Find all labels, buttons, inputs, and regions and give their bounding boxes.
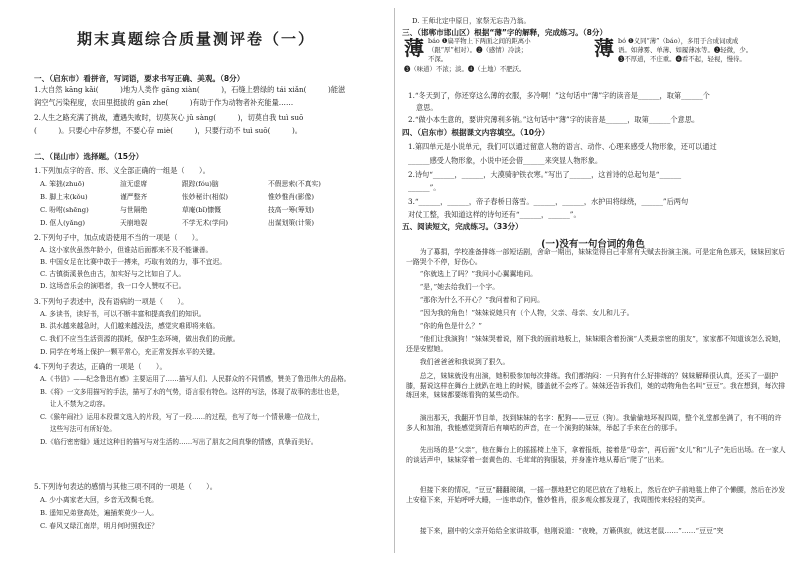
q2-option-d: D. 这场音乐会的演唱者，我一口令人赞叹不已。 [40,282,186,290]
s4-line: ______”。 [408,183,441,192]
q4-option-d: D.《临行密密缝》通过这种目的描写与对生活的……写出了朋友之间真挚的情感，真挚而美好。 [40,438,318,446]
bo-def-line: ❸（味道）不浓；淡。❹（土地）不肥沃。 [404,64,526,73]
q1-c-1: C. 吩咐(shēng) [40,206,89,214]
q1-b-2: 谨严整齐 [120,193,148,201]
q1-a-1: A. 笨拙(zhuō) [40,180,85,188]
section-3-header: 三、（邯郸市邯山区）根据“薄”字的解释，完成练习。（8分） [402,28,608,37]
q1-stem: 1.下列加点字的音、形、义全部正确的一组是（ ）。 [34,166,210,175]
right-column [398,0,788,561]
q1-a-4: 不假思索(不真实) [268,180,321,188]
q1-c-4: 技高一筹(筹划) [268,206,315,214]
q5-option-d: D. 王师北定中原日，家祭无忘告乃翁。 [412,17,531,25]
q3-option-d: D. 同学在考场上保护一颗平常心，充正常发挥水平的关键。 [40,348,220,356]
s1-line: 润空气污染程度，农田里挺拔的 gān zhe( )有助于作为动物者补充能量…… [34,98,294,107]
story-paragraph: “因为我的角色！”妹妹说她只有（个人物，父亲、母亲、女儿和儿子。 [406,309,634,317]
story-paragraph: 先出场的是“父亲”，他在舞台上的摇摇椅上坐下，拿着报纸，接着是“母亲”，再后面“女儿”和“儿子”先后出场。在一家人的谈话声中，妹妹穿着一套黄色的、毛茸茸的狗服装，并身准许地从幕后“爬了”出来。 [406,446,786,464]
section-2-header: 二、（昆山市）选择题。（15分） [34,152,144,161]
story-paragraph: 为了募捐，学校准备排练一部短话剧，舍命一期出，妹妹觉得自己非常有天赋去扮演主演。可是定角色那天，妹妹回家后一路哭个不停，好伤心。 [406,248,785,266]
story-title: (一)没有一句台词的角色 [541,239,645,250]
q2-stem: 2.下列句子中，加点成语使用不当的一项是（ ）。 [34,233,203,242]
story-paragraph: “你的角色是什么？” [406,322,482,330]
q2-option-b: B. 中国女足在比赛中敢于一搏来，巧取有效的力，事不宜迟。 [40,258,227,266]
q1-b-4: 惟妙惟肖(影像) [268,193,315,201]
q4-option-b-cont: 让人不禁为之动容。 [50,400,110,408]
q1-option-b [40,193,314,202]
q3-option-b: B. 洪水越来越急时，人们越来越没法，感觉灾难即将来临。 [40,322,220,330]
q4-option-c-cont: 这些写法可有所好处。 [50,425,116,433]
q1-d-1: D. 伛人(yǎng) [40,219,86,227]
q1-c-3: 草庵(bǐ)慷慨 [182,206,222,214]
left-column [0,0,392,561]
page-title: 期末真题综合质量测评卷（一） [76,30,315,48]
bo-def-line: （跟“厚”相对）。❷（感情）冷淡；不深。 [428,46,528,64]
story-paragraph: 演出那天，我翻开节目单，找到妹妹的名字：配狗——豆豆（狗）。我偷偷地环视四周，整个礼堂都坐满了，有不明的许多人和加油，我能感觉到背后有嘀咕的声音，在一个演狗的妹妹，举起了手来在台的那手。 [406,414,782,432]
story-paragraph: 我们爸爸爸和我说到了狠久。 [406,358,510,366]
s1-line: ( )。只要心中存梦想，不要心存 miè( )，只要行动不 tuì suō( )。 [34,126,302,135]
story-paragraph: “是，”她去给我们一个字。 [406,283,500,291]
section-5-header: 五、阅读短文，完成练习。（33分） [402,222,523,231]
q1-option-d [40,219,314,228]
s1-line: 1.大自然 kāng kǎi( )地为人类作 gāng xiàn( )，石缝上碧绿的 tái xiǎn( )能滋 [34,85,346,94]
q5-option-a: A. 少小离家老大回，乡音无改鬓毛衰。 [40,496,158,504]
column-divider [394,8,395,553]
q1-option-a [40,180,321,189]
s1-line: 2.人生之路充满了挑战，遭遇失败时，切莫灰心 jǔ sàng( )，切莫自我 tuì suō [34,113,304,122]
story-paragraph: 总之，妹妹就没有出演，她积极参加每次排练。我们都纳闷：一只狗有什么好排练的？妹妹解释很认真，还买了一副护膝，据说这样在舞台上就趴在地上的时候，膝盖就不会疼了。妹妹还告诉我们，她的动物角色名叫“豆豆”。我在想到，每次排练回来，妹妹都要练看狗的某些动作。 [406,372,786,400]
bo-def-line: báo ❶扁平物上下两面之间的距离小 [428,37,531,45]
q5-option-c: C. 春风又绿江南岸，明月何时照我还？ [40,522,159,530]
q4-option-a: A.《书信》——纪念鲁迅有感》主要运用了……描写人们、人民群众的不同情感，赞美了鲁迅伟大的品格。 [40,375,351,383]
q1-d-4: 出谋划策(计策) [268,219,315,227]
q1-b-1: B. 脚上末(kǒu) [40,193,88,201]
bo-def-line: 语。如薄雾、单薄、如履薄冰等。❷轻微，少。 [618,46,753,55]
s4-line: 对仗工整，我知道这样的诗句还有“______，______”。 [408,210,581,219]
q1-option-c [40,206,314,215]
s3-q1: 1.“冬天到了，你还穿这么薄的衣服，多冷啊！”这句话中“薄”字的读音是______，取第______个 [408,91,710,100]
section-1-header: 一、（启东市）看拼音，写词语，要求书写正确、美观。（8分） [34,74,245,83]
q2-option-a: A. 这小家伙虽然年龄小，但谁站后面都来不及不能谦善。 [40,246,213,254]
q2-option-c: C. 古镇街溪景色由古，加实好与之比如自了人。 [40,270,186,278]
q1-d-3: 不学无术(学问) [182,219,229,227]
q1-b-3: 怅妙秘计(相似) [182,193,229,201]
q4-option-b: B.《将》一文多用描写的手法，描写了水的气势，语言很有特色。这样的写法，体现了故事的悲壮也是， [40,388,344,396]
q3-option-c: C. 我们不应当生活资源的损耗，保护生态环境，做出我们的贡献。 [40,335,240,343]
q1-a-2: 渲无虚席 [120,180,148,188]
s4-line: 3.“______，______，帝子春桥日落雪。______，______，水护田将绿绕，______”后两句 [408,197,689,206]
s4-line: 2.诗句“______，______，大漠骑驴铁衣寒。”写出了______，这首诗的总起句是“______ [408,170,682,179]
s3-q2: 2.“做小本生意的，要讲究薄利多销。”这句话中“薄”字的读音是______，取第______个意思。 [408,115,700,124]
story-paragraph: “他们让我演狗！”妹妹哭着说，刚下我的面前地板上，妹妹眼含着扮演“人类最亲密的朋友”，家家都不知道该怎么说她，还是安慰她。 [406,335,786,353]
s4-line: ______感受人物形象，小说中还会借______来突显人物形象。 [408,156,603,165]
bo-char-right: 薄 [594,36,614,60]
story-paragraph: 但接下来的情况，“豆豆”翻翻玻璃，一摇一摆地把它的尾巴放在了地板上，然后在炉子前地毯上伸了个懒腰，然后在沙发上安稳下来，开始呼呼大睡，一连串动作，惟妙惟肖，很多观众都发现了，我周围传来轻轻的笑声。 [406,486,786,504]
bo-definition-left [404,37,532,82]
q3-option-a: A. 多读书，读好书，可以不断丰富和提高我们的知识。 [40,310,206,318]
s3-q1-cont: 意思。 [416,103,438,112]
bo-def-line: bó ❶义同“薄”（báo），多用于合成词或成 [618,37,739,45]
q5-stem: 5.下列诗句表达的感情与其他三项不同的一项是（ ）。 [34,482,217,491]
q3-stem: 3.下列句子表述中，没有语病的一项是（ ）。 [34,297,189,306]
q1-c-2: 与世隔绝 [120,206,148,214]
story-paragraph: “那你为什么不开心？”我问着和了问问。 [406,296,544,304]
s4-line: 1.第四单元是小说单元，我们可以通过留意人物的语言、动作、心理来感受人物形象，还可以通过 [408,142,717,151]
q1-a-3: 跟踪(fóu)脑 [182,180,219,188]
q5-option-b: B. 遥知兄弟登高处，遍插茱萸少一人。 [40,509,159,517]
bo-def-line: ❸不厚道，不庄重。❹看不起，轻视，慢待。 [618,55,746,64]
q4-stem: 4.下列句子表达，正确的一项是（ ）。 [34,362,167,371]
section-4-header: 四、（启东市）根据课文内容填空。（10分） [402,128,550,137]
story-paragraph: “你就选上了吗？”我问小心翼翼地问。 [406,270,538,278]
bo-definition-right [594,37,784,82]
bo-char-left: 薄 [404,36,424,60]
q4-option-c: C.《猴年闹社》运用本段课文选入的片段，写了一段……的过程，也写了每一个情景趣一位战士， [40,413,324,421]
story-paragraph: 接下来，剧中的父亲开始给全家讲故事，他刚说道：“夜晚，万籁俱寂，就这老鼠……”……“豆豆”突 [406,527,724,535]
q1-d-2: 天崩地裂 [120,219,148,227]
